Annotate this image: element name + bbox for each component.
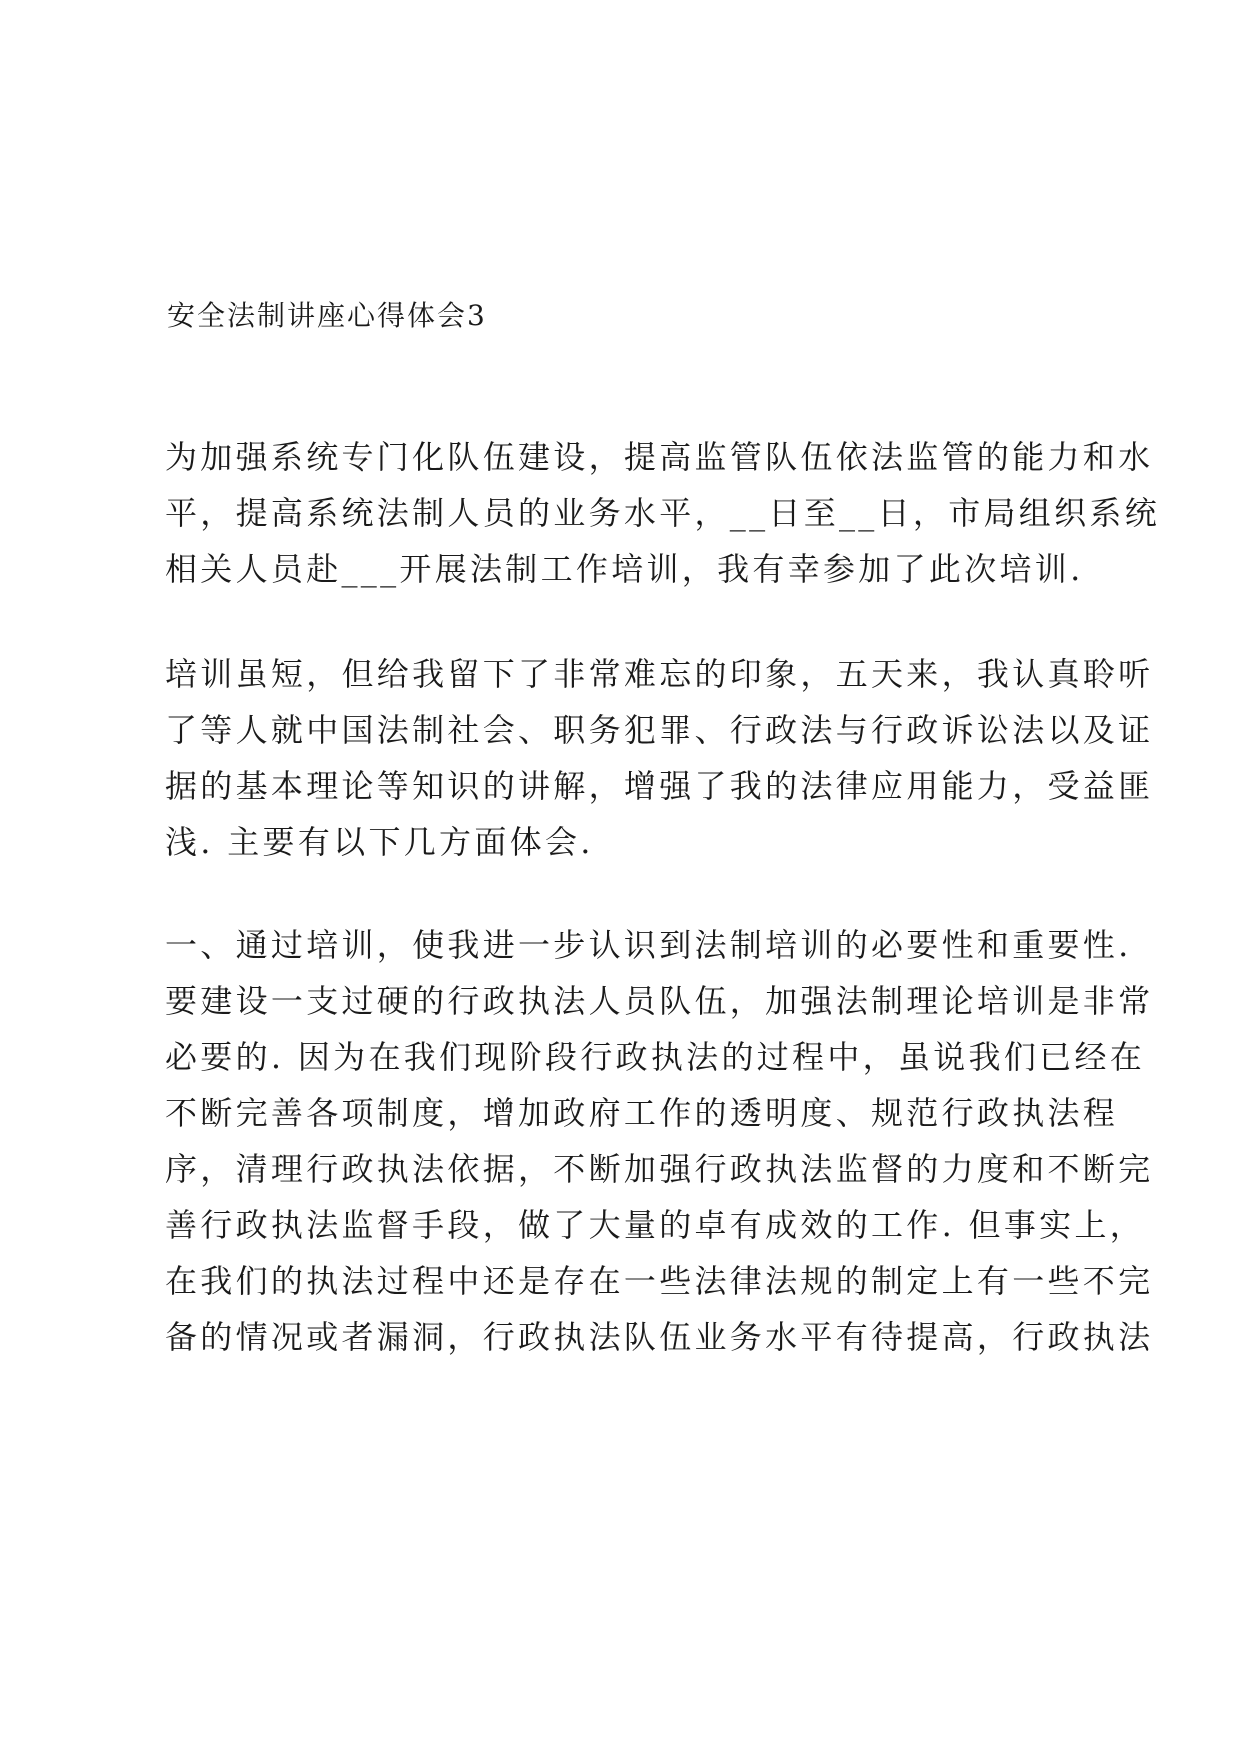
paragraph-line: 为加强系统专门化队伍建设，提高监管队伍依法监管的能力和水: [165, 438, 1154, 476]
paragraph-line: 不断完善各项制度，增加政府工作的透明度、规范行政执法程: [165, 1094, 1119, 1132]
paragraph-line: 据的基本理论等知识的讲解，增强了我的法律应用能力，受益匪: [165, 767, 1154, 805]
paragraph-line: 序，清理行政执法依据，不断加强行政执法监督的力度和不断完: [165, 1150, 1154, 1188]
paragraph-line: 培训虽短，但给我留下了非常难忘的印象，五天来，我认真聆听: [165, 655, 1154, 693]
paragraph-line: 了等人就中国法制社会、职务犯罪、行政法与行政诉讼法以及证: [165, 711, 1154, 749]
paragraph-line: 善行政执法监督手段，做了大量的卓有成效的工作. 但事实上，: [165, 1206, 1146, 1244]
paragraph-line: 要建设一支过硬的行政执法人员队伍，加强法制理论培训是非常: [165, 982, 1154, 1020]
paragraph-line: 浅. 主要有以下几方面体会.: [165, 823, 594, 861]
paragraph-line: 一、通过培训，使我进一步认识到法制培训的必要性和重要性.: [165, 926, 1132, 964]
paragraph-line: 在我们的执法过程中还是存在一些法律法规的制定上有一些不完: [165, 1262, 1154, 1300]
paragraph-line: 平，提高系统法制人员的业务水平，__日至__日，市局组织系统: [165, 494, 1161, 532]
document-title: 安全法制讲座心得体会3: [167, 299, 487, 332]
paragraph-line: 相关人员赴___开展法制工作培训，我有幸参加了此次培训.: [165, 550, 1084, 588]
paragraph-line: 备的情况或者漏洞，行政执法队伍业务水平有待提高，行政执法: [165, 1318, 1154, 1356]
paragraph-line: 必要的. 因为在我们现阶段行政执法的过程中，虽说我们已经在: [165, 1038, 1146, 1076]
